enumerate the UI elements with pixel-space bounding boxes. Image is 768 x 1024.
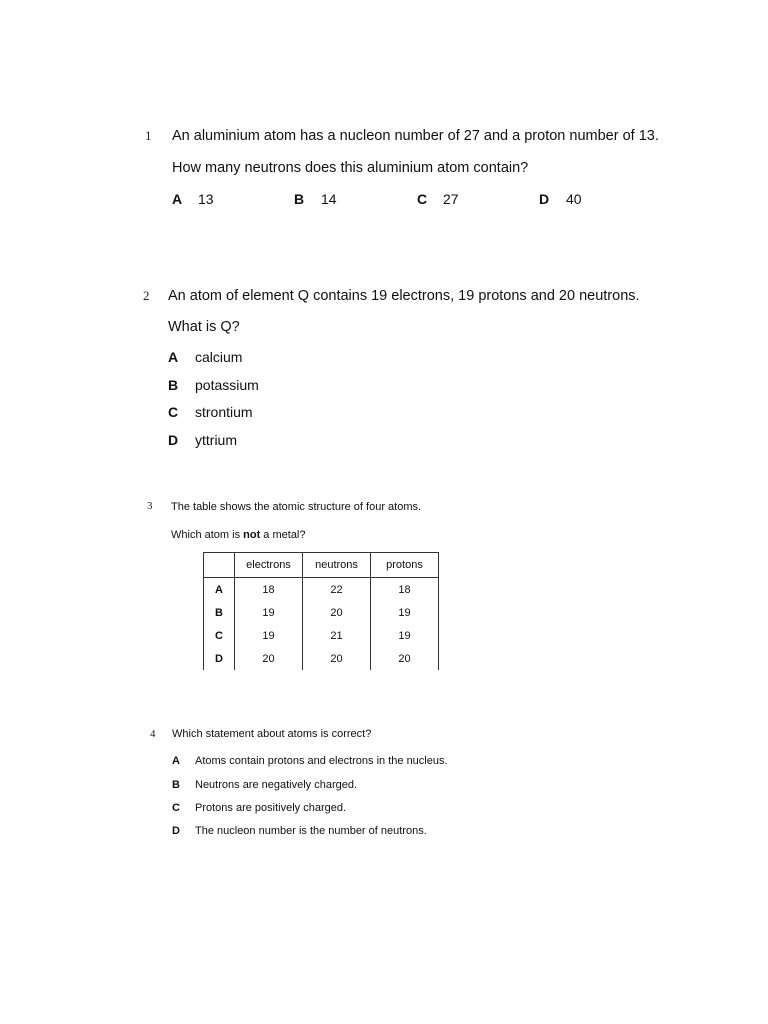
option-letter-c: C: [417, 191, 428, 207]
option-text-a: 13: [198, 191, 214, 207]
option-letter-b: B: [294, 191, 305, 207]
question-prompt: [171, 529, 306, 541]
table-row: [204, 647, 439, 670]
table-header-row: [204, 553, 439, 578]
table-row: [204, 578, 439, 602]
question-number: 1: [145, 128, 152, 143]
option-letter-d: D: [172, 825, 180, 837]
option-text-b: potassium: [195, 377, 259, 393]
option-letter-c: C: [172, 802, 180, 814]
table-header-cell: neutrons: [303, 553, 371, 578]
prompt-emphasis: not: [243, 529, 261, 541]
option-letter-c: C: [168, 404, 179, 420]
question-text: The table shows the atomic structure of four atoms.: [171, 501, 422, 513]
option-text-c: Protons are positively charged.: [195, 802, 347, 814]
option-text-b: 14: [321, 191, 337, 207]
question-number: 4: [150, 728, 156, 740]
table-row: [204, 624, 439, 647]
question-number: 3: [147, 500, 153, 512]
question-text: An atom of element Q contains 19 electrons, 19 protons and 20 neutrons.: [168, 288, 640, 304]
table-header-cell: electrons: [235, 553, 303, 578]
option-letter-d: D: [168, 432, 179, 448]
option-text-c: strontium: [195, 404, 253, 420]
table-cell: 20: [303, 601, 371, 624]
table-cell: B: [204, 601, 235, 624]
table-cell: 19: [371, 624, 439, 647]
table-cell: 22: [303, 578, 371, 602]
prompt-text-after: a metal?: [260, 529, 306, 541]
table-cell: D: [204, 647, 235, 670]
table-header-cell: [204, 553, 235, 578]
table-cell: 18: [235, 578, 303, 602]
table-cell: 20: [235, 647, 303, 670]
table-cell: 18: [371, 578, 439, 602]
option-letter-a: A: [172, 755, 180, 767]
option-text-b: Neutrons are negatively charged.: [195, 779, 358, 791]
option-letter-a: A: [172, 191, 183, 207]
atomic-structure-table: [203, 552, 439, 670]
option-letter-b: B: [172, 779, 180, 791]
question-text: An aluminium atom has a nucleon number of 27 and a proton number of 13.: [172, 128, 659, 144]
option-text-d: The nucleon number is the number of neutrons.: [195, 825, 427, 837]
table-row: [204, 601, 439, 624]
table-cell: 19: [235, 624, 303, 647]
question-number: 2: [143, 288, 150, 303]
prompt-text-before: Which atom is: [171, 529, 244, 541]
option-letter-d: D: [539, 191, 550, 207]
question-text: What is Q?: [168, 319, 240, 335]
question-text: Which statement about atoms is correct?: [172, 728, 372, 740]
table-cell: 19: [235, 601, 303, 624]
question-text: How many neutrons does this aluminium atom contain?: [172, 160, 529, 176]
option-text-d: 40: [566, 191, 582, 207]
table-header-cell: protons: [371, 553, 439, 578]
option-letter-b: B: [168, 377, 179, 393]
option-letter-a: A: [168, 349, 179, 365]
option-text-a: Atoms contain protons and electrons in the nucleus.: [195, 755, 448, 767]
table-cell: A: [204, 578, 235, 602]
option-text-c: 27: [443, 191, 459, 207]
option-text-a: calcium: [195, 349, 243, 365]
option-text-d: yttrium: [195, 432, 237, 448]
table-cell: 20: [371, 647, 439, 670]
table-cell: 21: [303, 624, 371, 647]
table-cell: 19: [371, 601, 439, 624]
table-cell: C: [204, 624, 235, 647]
table-cell: 20: [303, 647, 371, 670]
